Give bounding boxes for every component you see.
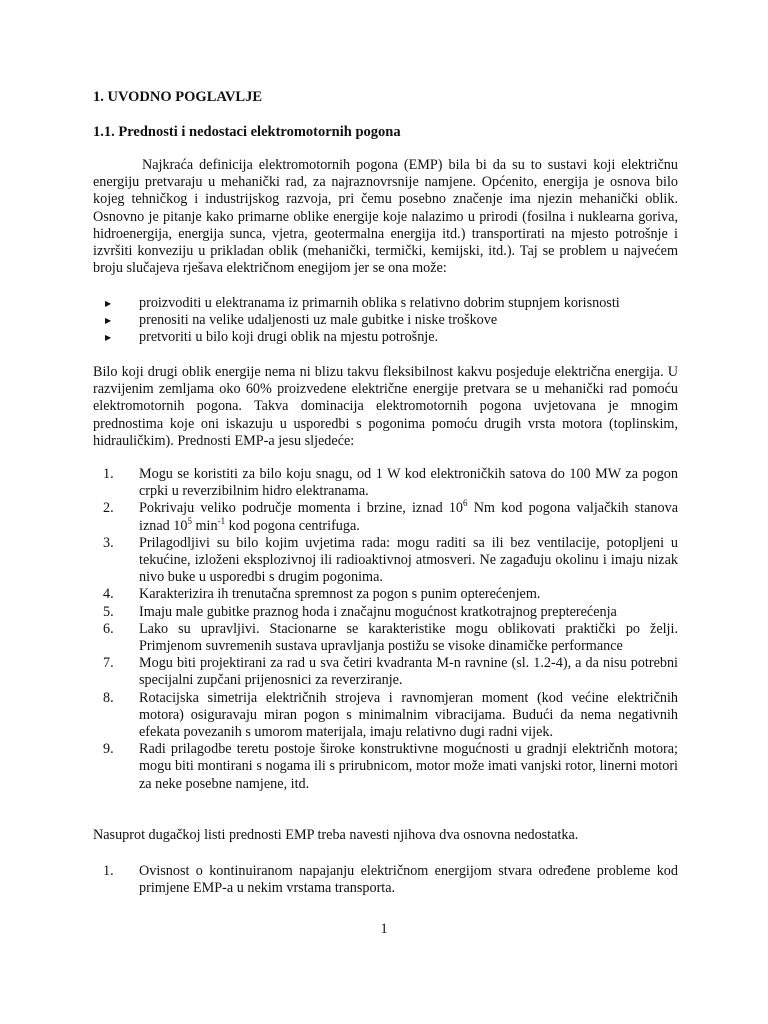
list-item: ▶ prenositi na velike udaljenosti uz male gubitke i niske troškove xyxy=(105,312,498,329)
list-item: 4. Karakterizira ih trenutačna spremnost za pogon s punim opterećenjem. xyxy=(103,586,541,603)
list-item: ▶ pretvoriti u bilo koji drugi oblik na mjestu potrošnje. xyxy=(105,329,439,346)
triangle-bullet-icon: ▶ xyxy=(105,316,112,326)
advantages-list xyxy=(93,466,678,793)
third-paragraph: Nasuprot dugačkoj listi prednosti EMP treba navesti njihova dva osnovna nedostatka. xyxy=(93,827,579,843)
list-item: 9. Radi prilagodbe teretu postoje široke konstruktivne mogućnosti u gradnji električnh motora; mogu biti montirani s nogama ili s prirubnicom, motor može imati vanjski rotor, linerni motori za neke posebne namjene, itd. xyxy=(103,741,678,792)
section-heading: 1.1. Prednosti i nedostaci elektromotornih pogona xyxy=(93,124,401,140)
page-number: 1 xyxy=(380,921,388,937)
list-item: 3. Prilagodljivi su bilo kojim uvjetima rada: mogu raditi sa ili bez ventilacije, potopljeni u tekućine, izloženi eksplozivnoj ili radioaktivnoj atmosveri. Ne zagađuju okolinu i imaju nizak nivo buke u usporedbi s drugim pogonima. xyxy=(103,534,678,586)
list-item: 7. Mogu biti projektirani za rad u sva četiri kvadranta M-n ravnine (sl. 1.2-4), a da nisu potrebni specijalni zupčani prijenosnici za reverziranje. xyxy=(103,655,678,689)
list-item: 6. Lako su upravljivi. Stacionarne se karakteristike mogu oblikovati praktički po želji. Primjenom suvremenih sustava upravljanja postižu se visoke dinamičke performance xyxy=(103,620,678,655)
bullet-list xyxy=(93,295,678,347)
list-item: 8. Rotacijska simetrija električnih strojeva i ravnomjeran moment (kod većine električnih motora) osiguravaju miran pogon s minimalnim vibracijama. Budući da nema negativnih efekata povezanih s umorom materijala, imaju relativno dugi radni vijek. xyxy=(103,689,678,741)
triangle-bullet-icon: ▶ xyxy=(105,299,112,308)
list-item: 5. Imaju male gubitke praznog hoda i značajnu mogućnost kratkotrajnog prepterećenja xyxy=(103,603,617,620)
list-item: 2. Pokrivaju veliko područje momenta i brzine, iznad $10^6$ Nm kod pogona valjačkih stanova iznad $10^5$ $\min^{-1}$ kod pogona centrifuga. xyxy=(103,498,678,534)
chapter-heading: 1. UVODNO POGLAVLJE xyxy=(93,89,263,105)
intro-paragraph: Najkraća definicija elektromotornih pogona (EMP) bila bi da su to sustavi koji električnu energiju pretvaraju u mehanički rad, za najraznovrsnije namjene. Općenito, energija je osnova bilo kojeg tehničkog i industrijskog razvoja, pri čemu posebno značenje ima njezin mehanički oblik. Osnovno je pitanje kako primarne oblike energije koje nalazimo u prirodi (fosilna i nuklearna goriva, hidroenergija, energija sunca, vjetra, geotermalna energija itd.) transportirati na mjesto potrošnje i izvršiti konveziju u prikladan oblik (mehanički, termički, kemijski, itd.). Taj se problem u najvećem broju slučajeva rješava električnom enegijom jer se ona može: xyxy=(93,157,678,277)
second-paragraph: Bilo koji drugi oblik energije nema ni blizu takvu fleksibilnost kakvu posjeduje električna energija. U razvijenim zemljama oko 60% proizvedene električne energije pretvara se u mehanički rad pomoću elektromotornih pogona. Takva dominacija elektromotornih pogona uvjetovana je mnogim prednostima koje oni iskazuju u usporedbi s pogonima pomoću drugih vrsta motora (toplinskim, hidrauličkim). Prednosti EMP-a jesu sljedeće: xyxy=(93,364,678,449)
disadvantages-list xyxy=(93,863,678,897)
list-item: 1. Ovisnost o kontinuiranom napajanju električnom energijom stvara određene probleme kod primjene EMP-a u nekim vrstama transporta. xyxy=(103,863,678,897)
triangle-bullet-icon: ▶ xyxy=(105,333,112,343)
list-item: ▶ proizvoditi u elektranama iz primarnih oblika s relativno dobrim stupnjem korisnosti xyxy=(105,295,620,311)
list-item: 1. Mogu se koristiti za bilo koju snagu, od 1 W kod elektroničkih satova do 100 MW za pogon crpki u reverzibilnim hidro elektranama. xyxy=(103,466,678,500)
